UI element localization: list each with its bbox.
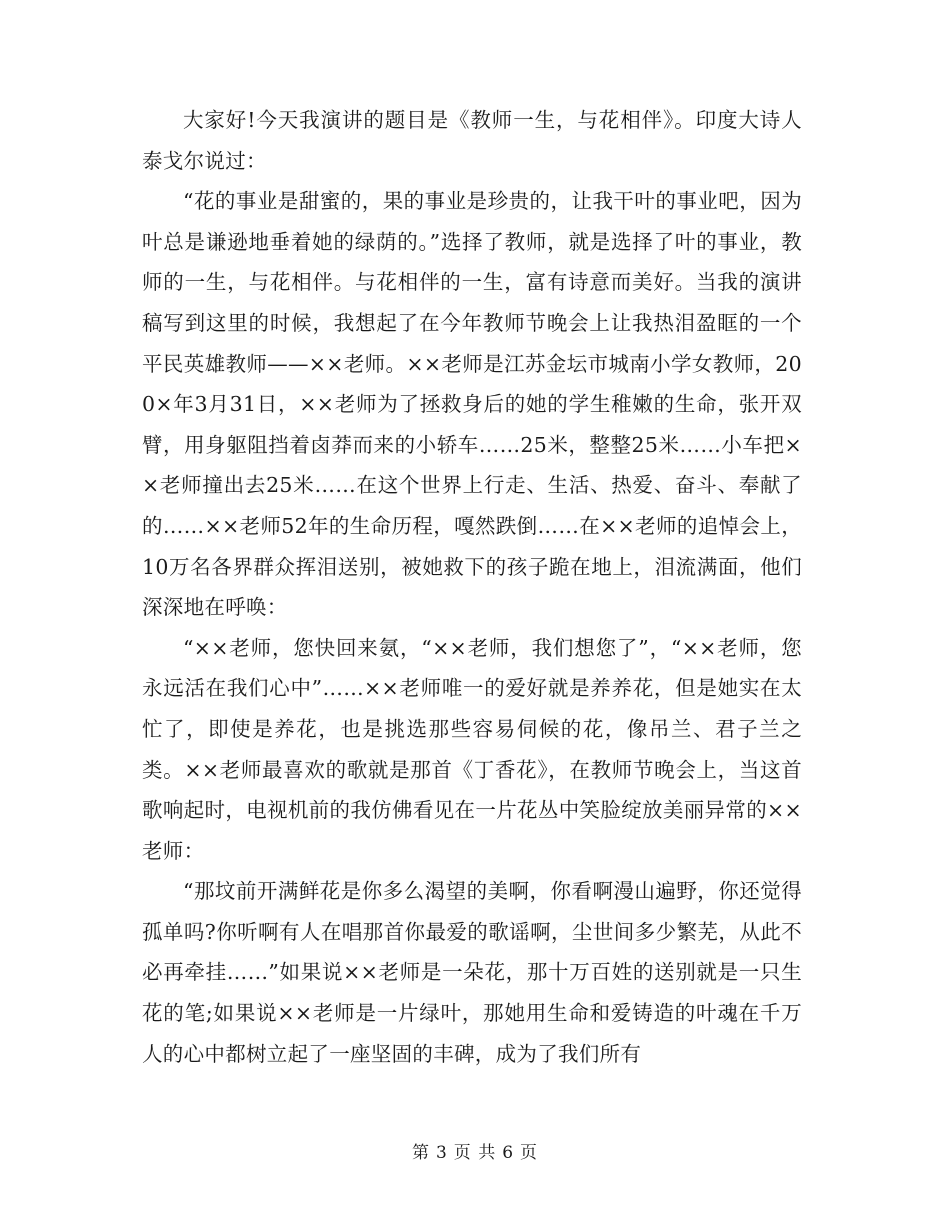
total-pages-number: 6	[502, 1143, 515, 1163]
paragraph-4: “那坟前开满鲜花是你多么渴望的美啊，你看啊漫山遍野，你还觉得孤单吗?你听啊有人在唱那首你最爱的歌谣啊，尘世间多少繁芜，从此不必再牵挂……”如果说××老师是一朵花，那十万百姓的送别就是一只生花的笔;如果说××老师是一片绿叶，那她用生命和爱铸造的叶魂在千万人的心中都树立起了一座坚固的丰碑，成为了我们所有	[142, 879, 802, 1066]
paragraph-3: “××老师，您快回来氨，“××老师，我们想您了”，“××老师，您永远活在我们心中”……××老师唯一的爱好就是养养花，但是她实在太忙了，即使是养花，也是挑选那些容易伺候的花，像吊兰、君子兰之类。××老师最喜欢的歌就是那首《丁香花》，在教师节晚会上，当这首歌响起时，电视机前的我仿佛看见在一片花丛中笑脸绽放美丽异常的××老师：	[142, 635, 802, 863]
footer-prefix: 第	[411, 1143, 430, 1163]
current-page-number: 3	[435, 1143, 448, 1163]
footer-suffix: 页	[520, 1143, 539, 1163]
paragraph-1: 大家好!今天我演讲的题目是《教师一生，与花相伴》。印度大诗人泰戈尔说过：	[142, 108, 802, 173]
document-body	[142, 100, 802, 1074]
page-footer	[0, 1141, 950, 1165]
paragraph-2: “花的事业是甜蜜的，果的事业是珍贵的，让我干叶的事业吧，因为叶总是谦逊地垂着她的绿荫的。”选择了教师，就是选择了叶的事业，教师的一生，与花相伴。与花相伴的一生，富有诗意而美好。当我的演讲稿写到这里的时候，我想起了在今年教师节晚会上让我热泪盈眶的一个平民英雄教师——××老师。××老师是江苏金坛市城南小学女教师，200×年3月31日，××老师为了拯救身后的她的学生稚嫩的生命，张开双臂，用身躯阻挡着卤莽而来的小轿车……25米，整整25米……小车把××老师撞出去25米……在这个世界上行走、生活、热爱、奋斗、奉献了的……××老师52年的生命历程，嘎然跌倒……在××老师的追悼会上，10万名各界群众挥泪送别，被她救下的孩子跪在地上，泪流满面，他们深深地在呼唤：	[142, 189, 802, 620]
footer-mid: 页 共	[453, 1143, 497, 1163]
